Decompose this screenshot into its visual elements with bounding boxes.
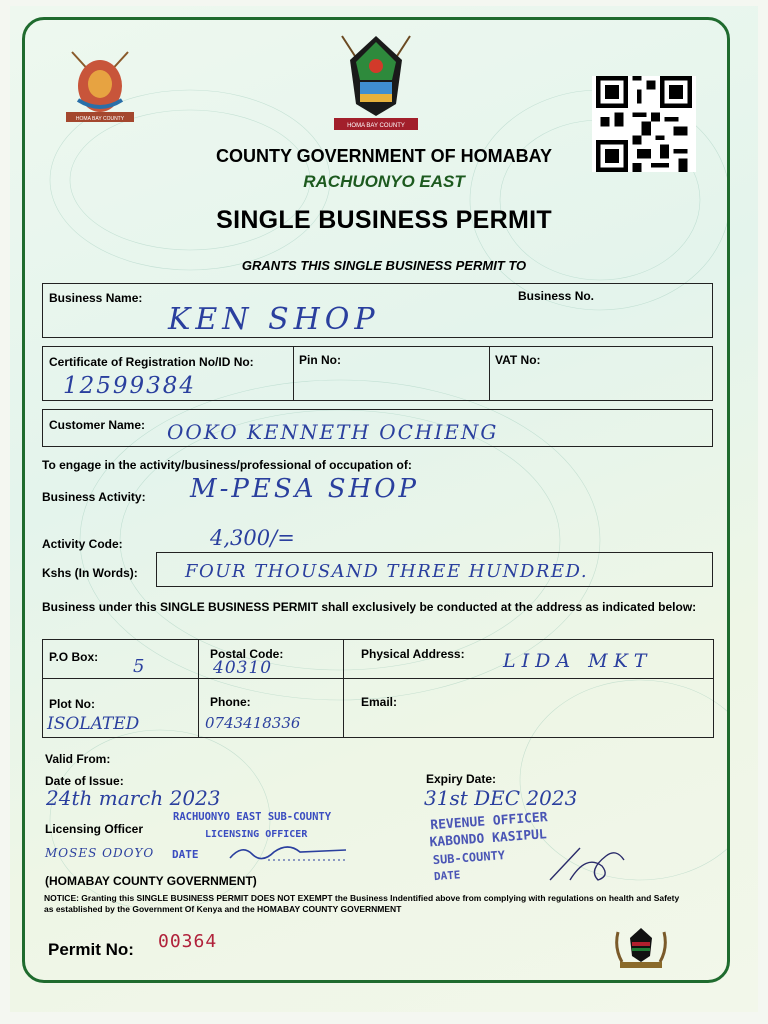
business-activity-label: Business Activity: (42, 490, 146, 504)
revenue-officer-signature (540, 840, 630, 886)
postal-code-label: Postal Code: (210, 647, 284, 661)
revenue-stamp-line4: DATE (433, 868, 461, 884)
certificate-value: 12599384 (63, 373, 197, 399)
phone-label: Phone: (210, 695, 251, 709)
permit-number-label: Permit No: (48, 940, 134, 959)
permit-title: SINGLE BUSINESS PERMIT (216, 206, 552, 234)
vat-label: VAT No: (495, 353, 541, 367)
center-emblem-label: HOMA BAY COUNTY (347, 123, 405, 129)
business-name-value: KEN SHOP (168, 302, 380, 337)
postal-code-value: 40310 (213, 658, 273, 678)
plot-no-value: ISOLATED (47, 714, 140, 734)
plot-no-label: Plot No: (49, 697, 95, 711)
address-box (42, 639, 714, 738)
kshs-words-value: FOUR THOUSAND THREE HUNDRED. (185, 561, 589, 582)
business-activity-value: M-PESA SHOP (190, 474, 420, 504)
revenue-stamp-line3: SUB-COUNTY (432, 848, 506, 868)
kshs-words-box (156, 552, 713, 587)
homabay-government-label: (HOMABAY COUNTY GOVERNMENT) (45, 874, 257, 888)
licensing-officer-label: Licensing Officer (45, 822, 144, 836)
expiry-date-value: 31st DEC 2023 (424, 786, 578, 810)
date-of-issue-value: 24th march 2023 (46, 786, 221, 810)
valid-from-label: Valid From: (45, 752, 111, 766)
po-box-label: P.O Box: (49, 650, 99, 664)
officer-stamp-line2: LICENSING OFFICER (205, 829, 308, 840)
officer-signature (228, 838, 348, 864)
expiry-date-label: Expiry Date: (426, 772, 497, 786)
registration-box (42, 346, 713, 401)
officer-stamp-line1: RACHUONYO EAST SUB-COUNTY (173, 811, 332, 823)
po-box-value: 5 (133, 656, 145, 677)
activity-code-value: 4,300/= (210, 526, 295, 550)
revenue-stamp-line1: REVENUE OFFICER (429, 810, 549, 834)
activity-code-label: Activity Code: (42, 537, 123, 551)
left-emblem-label: HOMA BAY COUNTY (75, 116, 125, 122)
county-emblem-center (330, 30, 422, 134)
subcounty-heading: RACHUONYO EAST (303, 172, 465, 191)
officer-name-value: MOSES ODOYO (45, 846, 155, 860)
address-intro: Business under this SINGLE BUSINESS PERMIT shall exclusively be conducted at the address as indicated below: (42, 600, 697, 614)
business-number-label: Business No. (518, 289, 595, 303)
date-of-issue-label: Date of Issue: (45, 774, 124, 788)
county-emblem-left (62, 44, 138, 128)
permit-number-value: 00364 (158, 931, 218, 952)
customer-name-value: OOKO KENNETH OCHIENG (167, 420, 499, 444)
phone-value: 0743418336 (205, 714, 301, 732)
notice-text: NOTICE: Granting this SINGLE BUSINESS PERMIT DOES NOT EXEMPT the Business Indentified above from complying with regulations on health and Safety as established by the Government Of Kenya and the HOMABAY COUNTY GOVERNMENT (44, 893, 680, 914)
customer-name-label: Customer Name: (49, 418, 146, 432)
pin-label: Pin No: (299, 353, 341, 367)
kenya-coat-of-arms-icon (612, 922, 670, 970)
physical-address-label: Physical Address: (361, 647, 465, 661)
county-heading: COUNTY GOVERNMENT OF HOMABAY (215, 146, 553, 166)
customer-name-box (42, 409, 713, 447)
physical-address-value: LIDA MKT (503, 650, 653, 672)
grants-line: GRANTS THIS SINGLE BUSINESS PERMIT TO (241, 258, 527, 273)
revenue-stamp-line2: KABONDO KASIPUL (429, 827, 548, 851)
kshs-words-label: Kshs (In Words): (42, 566, 138, 580)
email-label: Email: (361, 695, 398, 709)
engage-text: To engage in the activity/business/professional of occupation of: (42, 458, 412, 472)
business-name-label: Business Name: (49, 291, 143, 305)
business-name-box (42, 283, 713, 338)
officer-date-label: DATE (172, 848, 199, 861)
certificate-label: Certificate of Registration No/ID No: (49, 355, 254, 369)
